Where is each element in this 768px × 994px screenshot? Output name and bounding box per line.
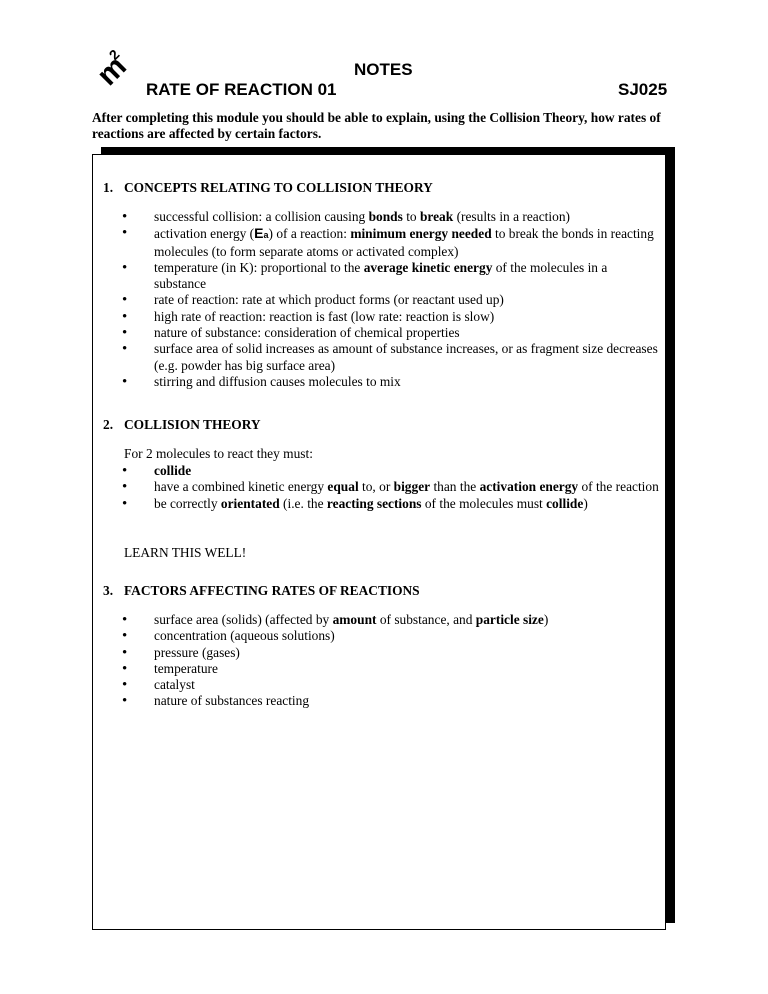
section-2-note: LEARN THIS WELL! bbox=[124, 545, 247, 560]
m2-logo bbox=[88, 48, 128, 98]
list-item: • temperature bbox=[120, 661, 660, 677]
section-1-list bbox=[120, 209, 660, 390]
list-item: • concentration (aqueous solutions) bbox=[120, 628, 660, 644]
logo-superscript: 2 bbox=[105, 48, 123, 63]
section-2-lead: For 2 molecules to react they must: bbox=[124, 446, 313, 461]
activation-energy-symbol: Ea bbox=[254, 225, 269, 242]
notes-label: NOTES bbox=[354, 60, 413, 79]
section-1-heading bbox=[103, 180, 433, 196]
page-title: RATE OF REACTION 01 bbox=[146, 80, 337, 99]
module-code: SJ025 bbox=[618, 80, 668, 99]
section-3-heading bbox=[103, 583, 420, 599]
intro-text: After completing this module you should be able to explain, using the Collision Theory, how rates of reactions are affected by certain factors. bbox=[92, 110, 661, 141]
list-item: • successful collision: a collision causing bonds to break (results in a reaction) bbox=[120, 209, 660, 225]
list-item: • rate of reaction: rate at which product forms (or reactant used up) bbox=[120, 292, 660, 308]
logo-letter: m bbox=[90, 49, 128, 93]
section-number: 1. bbox=[103, 180, 114, 195]
list-item: • nature of substances reacting bbox=[120, 693, 660, 709]
section-title: FACTORS AFFECTING RATES OF REACTIONS bbox=[124, 583, 420, 598]
list-item: • stirring and diffusion causes molecules to mix bbox=[120, 374, 660, 390]
list-item: • pressure (gases) bbox=[120, 645, 660, 661]
list-item: • catalyst bbox=[120, 677, 660, 693]
section-2-heading bbox=[103, 417, 261, 433]
section-title: CONCEPTS RELATING TO COLLISION THEORY bbox=[124, 180, 433, 195]
list-item: • surface area of solid increases as amount of substance increases, or as fragment size decreases (e.g. powder has big surface area) bbox=[120, 341, 660, 374]
section-number: 2. bbox=[103, 417, 114, 432]
list-item: • have a combined kinetic energy equal to, or bigger than the activation energy of the reaction bbox=[120, 479, 660, 495]
section-2-list bbox=[120, 463, 660, 512]
list-item: • be correctly orientated (i.e. the reacting sections of the molecules must collide) bbox=[120, 496, 660, 512]
list-item: • collide bbox=[120, 463, 660, 479]
section-number: 3. bbox=[103, 583, 114, 598]
section-title: COLLISION THEORY bbox=[124, 417, 261, 432]
section-3-list bbox=[120, 612, 660, 710]
list-item: • high rate of reaction: reaction is fast (low rate: reaction is slow) bbox=[120, 309, 660, 325]
list-item: • surface area (solids) (affected by amount of substance, and particle size) bbox=[120, 612, 660, 628]
content-box bbox=[92, 154, 666, 930]
list-item: • activation energy (Ea) of a reaction: minimum energy needed to break the bonds in reacting molecules (to form separate atoms or activated complex) bbox=[120, 225, 660, 260]
list-item: • temperature (in K): proportional to the average kinetic energy of the molecules in a substance bbox=[120, 260, 660, 293]
list-item: • nature of substance: consideration of chemical properties bbox=[120, 325, 660, 341]
